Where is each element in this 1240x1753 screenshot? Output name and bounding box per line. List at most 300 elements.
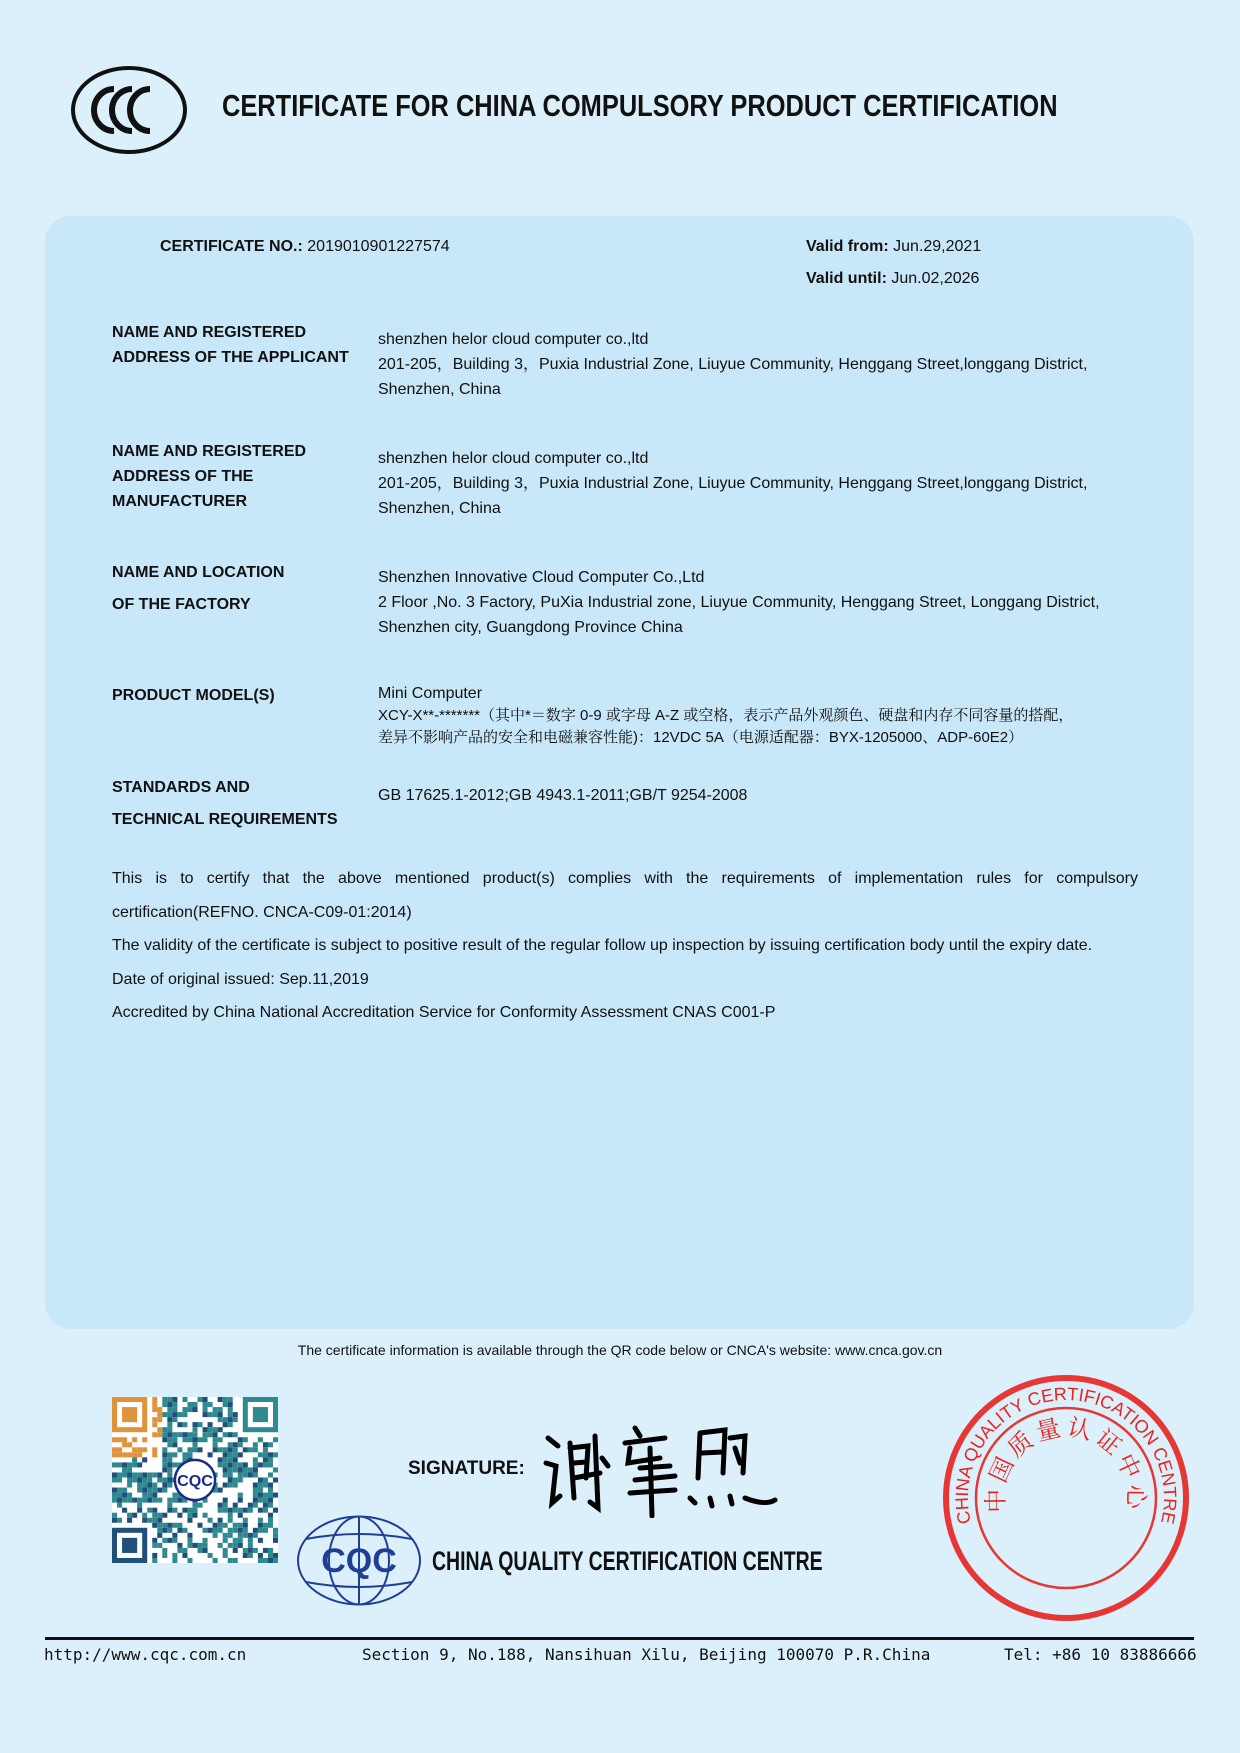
qr-module [157,1427,162,1432]
value-line: 201-205，Building 3，Puxia Industrial Zone, Liuyue Community, Henggang Street,longgang District, [378,475,1088,492]
qr-module [238,1523,243,1528]
qr-module [117,1518,122,1523]
qr-module [142,1437,147,1442]
qr-module [157,1417,162,1422]
qr-module [228,1452,233,1457]
qr-module [213,1437,218,1442]
factory-label [112,557,362,621]
qr-module [132,1437,137,1442]
value-line: GB 17625.1-2012;GB 4943.1-2011;GB/T 9254-2008 [378,787,748,804]
qr-module [142,1472,147,1477]
label-line: NAME AND LOCATION [112,564,285,581]
qr-module [268,1558,273,1563]
qr-module [273,1553,278,1558]
qr-module [233,1503,238,1508]
qr-module [192,1402,197,1407]
qr-module [238,1477,243,1482]
qr-module [233,1523,238,1528]
qr-module [228,1447,233,1452]
qr-code[interactable] [112,1397,278,1563]
qr-module [248,1503,253,1508]
qr-module [152,1493,157,1498]
qr-module [253,1498,258,1503]
qr-module [228,1407,233,1412]
qr-module [182,1508,187,1513]
qr-module [167,1422,172,1427]
qr-module [238,1528,243,1533]
qr-module [203,1437,208,1442]
qr-module [167,1472,172,1477]
qr-module [187,1558,192,1563]
qr-module [167,1442,172,1447]
qr-module [147,1508,152,1513]
qr-module [228,1528,233,1533]
qr-module [233,1477,238,1482]
qr-module [258,1498,263,1503]
qr-module [238,1437,243,1442]
qr-module [223,1548,228,1553]
qr-module [203,1402,208,1407]
qr-module [157,1543,162,1548]
qr-module [132,1457,137,1462]
qr-module [132,1462,137,1467]
qr-module [172,1437,177,1442]
qr-module [228,1543,233,1548]
qr-module [142,1447,147,1452]
qr-module [208,1528,213,1533]
qr-module [233,1442,238,1447]
qr-module [182,1548,187,1553]
qr-module [238,1543,243,1548]
qr-module [218,1397,223,1402]
qr-module [182,1553,187,1558]
qr-module [273,1533,278,1538]
qr-module [198,1523,203,1528]
qr-module [243,1467,248,1472]
qr-module [203,1513,208,1518]
qr-module [167,1432,172,1437]
qr-module [253,1472,258,1477]
qr-module [238,1493,243,1498]
statement: The validity of the certificate is subject to positive result of the regular follow up inspection by issuing certification body until the expiry date. [112,937,1093,954]
qr-module [117,1437,122,1442]
qr-module [238,1452,243,1457]
valid-from-value: Jun.29,2021 [893,238,982,255]
qr-module [223,1503,228,1508]
qr-module [157,1518,162,1523]
qr-module [162,1412,167,1417]
qr-module [167,1452,172,1457]
qr-module [152,1498,157,1503]
qr-module [258,1523,263,1528]
qr-module [127,1472,132,1477]
qr-module [268,1523,273,1528]
qr-module [112,1518,117,1523]
applicant-label [112,320,362,370]
qr-module [253,1457,258,1462]
label-line: ADDRESS OF THE [112,468,254,485]
qr-module [223,1472,228,1477]
qr-module [137,1462,142,1467]
qr-module [122,1467,127,1472]
qr-module [258,1518,263,1523]
qr-module [132,1477,137,1482]
qr-note: The certificate information is available through the QR code below or CNCA's website: www.cnca.gov.cn [297,1342,943,1358]
qr-module [157,1498,162,1503]
qr-module [203,1427,208,1432]
qr-module [172,1533,177,1538]
qr-module [268,1548,273,1553]
qr-module [258,1477,263,1482]
qr-module [233,1452,238,1457]
qr-module [182,1452,187,1457]
qr-module [263,1508,268,1513]
qr-module [208,1452,213,1457]
qr-module [152,1447,157,1452]
qr-module [218,1407,223,1412]
qr-module [152,1452,157,1457]
qr-module [248,1543,253,1548]
qr-module [147,1488,152,1493]
qr-module [172,1558,177,1563]
qr-module [162,1402,167,1407]
qr-module [152,1422,157,1427]
certificate-title: CERTIFICATE FOR CHINA COMPULSORY PRODUCT CERTIFICATION [222,88,1058,123]
qr-module [228,1467,233,1472]
seal-outer-text: CHINA QUALITY CERTIFICATION CENTRE [951,1383,1181,1526]
qr-module [172,1523,177,1528]
cqc-logo-text: CQC [321,1542,397,1580]
qr-module [198,1437,203,1442]
qr-module [263,1457,268,1462]
qr-module [167,1523,172,1528]
qr-module [233,1543,238,1548]
qr-module [218,1518,223,1523]
qr-module [162,1538,167,1543]
qr-module [218,1457,223,1462]
qr-module [187,1402,192,1407]
qr-module [253,1483,258,1488]
qr-module [268,1472,273,1477]
applicant-value [378,327,1168,402]
qr-module [152,1417,157,1422]
qr-module [233,1508,238,1513]
qr-module [177,1498,182,1503]
qr-module [223,1452,228,1457]
qr-module [152,1553,157,1558]
qr-module [228,1477,233,1482]
value-line: Shenzhen Innovative Cloud Computer Co.,Ltd [378,569,705,586]
qr-module [248,1467,253,1472]
qr-module [253,1442,258,1447]
qr-module [233,1467,238,1472]
valid-until-label: Valid until: [806,270,887,287]
qr-module [187,1407,192,1412]
qr-module [117,1498,122,1503]
signature-image [540,1418,780,1518]
label-line: MANUFACTURER [112,493,248,510]
qr-module [238,1508,243,1513]
value-line: Shenzhen, China [378,381,501,398]
qr-module [147,1477,152,1482]
qr-module [228,1402,233,1407]
qr-module [172,1508,177,1513]
qr-module [182,1412,187,1417]
qr-module [258,1538,263,1543]
qr-module [157,1432,162,1437]
qr-module [213,1427,218,1432]
qr-module [228,1422,233,1427]
qr-module [228,1442,233,1447]
qr-module [228,1472,233,1477]
label-line: PRODUCT MODEL(S) [112,687,275,704]
qr-module [243,1437,248,1442]
qr-module [192,1422,197,1427]
qr-module [162,1432,167,1437]
qr-module [157,1488,162,1493]
qr-module [213,1447,218,1452]
qr-module [112,1447,117,1452]
qr-module [213,1528,218,1533]
qr-module [172,1553,177,1558]
qr-module [167,1457,172,1462]
qr-module [263,1528,268,1533]
qr-module [273,1538,278,1543]
qr-module [172,1402,177,1407]
qr-module [273,1528,278,1533]
value-line: 差异不影响产品的安全和电磁兼容性能)：12VDC 5A（电源适配器：BYX-1205000、ADP-60E2） [378,729,1024,746]
qr-module [243,1523,248,1528]
qr-module [238,1498,243,1503]
qr-module [152,1472,157,1477]
qr-module [268,1493,273,1498]
qr-module [228,1513,233,1518]
qr-module [213,1558,218,1563]
qr-module [152,1538,157,1543]
qr-module [273,1558,278,1563]
qr-module [142,1513,147,1518]
qr-module [172,1493,177,1498]
qr-module [218,1417,223,1422]
qr-module [223,1447,228,1452]
qr-module [162,1447,167,1452]
qr-module [233,1447,238,1452]
qr-module [192,1508,197,1513]
qr-module [253,1462,258,1467]
qr-module [258,1462,263,1467]
qr-module [198,1422,203,1427]
qr-module [228,1412,233,1417]
qr-module [223,1467,228,1472]
qr-module [127,1467,132,1472]
qr-module [238,1472,243,1477]
qr-module [233,1558,238,1563]
qr-module [122,1472,127,1477]
qr-module [198,1447,203,1452]
qr-module [218,1437,223,1442]
qr-module [187,1437,192,1442]
qr-module [167,1402,172,1407]
qr-module [218,1543,223,1548]
qr-module [233,1417,238,1422]
qr-module [192,1513,197,1518]
qr-module [117,1452,122,1457]
qr-module [162,1457,167,1462]
qr-module [268,1498,273,1503]
qr-module [268,1503,273,1508]
value-line: Shenzhen city, Guangdong Province China [378,619,683,636]
qr-module [142,1488,147,1493]
qr-module [228,1457,233,1462]
qr-module [192,1442,197,1447]
qr-module [233,1538,238,1543]
qr-module [187,1533,192,1538]
qr-module [182,1432,187,1437]
qr-module [182,1437,187,1442]
qr-module [263,1503,268,1508]
qr-module [117,1488,122,1493]
qr-module [203,1432,208,1437]
qr-module [243,1462,248,1467]
qr-module [122,1462,127,1467]
qr-module [157,1523,162,1528]
label-line: NAME AND REGISTERED [112,443,307,460]
qr-module [208,1402,213,1407]
qr-module [258,1437,263,1442]
qr-module [127,1513,132,1518]
footer-website[interactable]: http://www.cqc.com.cn [44,1645,247,1664]
qr-module [137,1498,142,1503]
qr-module [228,1533,233,1538]
qr-module [162,1427,167,1432]
value-line: 2 Floor ,No. 3 Factory, PuXia Industrial zone, Liuyue Community, Henggang Street, Longgang District, [378,594,1100,611]
qr-module [243,1548,248,1553]
manufacturer-label [112,439,362,514]
qr-module [248,1533,253,1538]
qr-module [137,1483,142,1488]
qr-module [122,1508,127,1513]
qr-module [127,1518,132,1523]
qr-module [208,1518,213,1523]
qr-module [147,1493,152,1498]
qr-module [253,1488,258,1493]
qr-module [172,1412,177,1417]
qr-module [132,1447,137,1452]
qr-module [223,1432,228,1437]
qr-module [243,1472,248,1477]
label-line: NAME AND REGISTERED [112,324,307,341]
qr-module [177,1523,182,1528]
qr-module [167,1503,172,1508]
qr-module [122,1442,127,1447]
qr-module [213,1432,218,1437]
qr-module [223,1508,228,1513]
qr-module [142,1457,147,1462]
value-line: shenzhen helor cloud computer co.,ltd [378,450,649,467]
qr-module [213,1407,218,1412]
qr-module [248,1548,253,1553]
qr-module [203,1397,208,1402]
product-model-value [378,683,1168,749]
qr-module [122,1437,127,1442]
qr-module [268,1488,273,1493]
ccc-logo [70,65,188,155]
qr-module [258,1452,263,1457]
qr-module [223,1483,228,1488]
cqc-logo [296,1514,422,1607]
qr-module [268,1452,273,1457]
qr-module [132,1472,137,1477]
qr-module [112,1462,117,1467]
qr-module [238,1513,243,1518]
qr-module [177,1528,182,1533]
qr-module [253,1503,258,1508]
qr-module [223,1553,228,1558]
value-line: XCY-X**-*******（其中*＝数字 0-9 或字母 A-Z 或空格，表示产品外观颜色、硬盘和内存不同容量的搭配， [378,707,1074,724]
qr-module [157,1477,162,1482]
standards-value [378,783,1168,808]
qr-module [273,1493,278,1498]
qr-module [137,1503,142,1508]
value-line: Shenzhen, China [378,500,501,517]
qr-module [233,1483,238,1488]
qr-module [238,1538,243,1543]
qr-module [263,1493,268,1498]
qr-module [248,1508,253,1513]
qr-module [258,1528,263,1533]
qr-module [218,1488,223,1493]
qr-logo-text: CQC [177,1472,213,1491]
manufacturer-value [378,446,1168,521]
qr-module [192,1432,197,1437]
qr-module [157,1472,162,1477]
qr-module [192,1447,197,1452]
qr-module [218,1528,223,1533]
qr-module [117,1503,122,1508]
qr-module [268,1553,273,1558]
qr-module [233,1457,238,1462]
qr-module [167,1412,172,1417]
qr-module [167,1508,172,1513]
qr-module [203,1528,208,1533]
qr-module [248,1538,253,1543]
qr-module [263,1498,268,1503]
qr-module [258,1553,263,1558]
qr-module [273,1437,278,1442]
qr-module [152,1523,157,1528]
qr-module [117,1462,122,1467]
qr-module [152,1432,157,1437]
qr-module [198,1503,203,1508]
qr-module [132,1498,137,1503]
qr-module [127,1462,132,1467]
qr-module [117,1477,122,1482]
qr-module [127,1483,132,1488]
qr-module [167,1462,172,1467]
qr-module [187,1513,192,1518]
valid-until-value: Jun.02,2026 [891,270,980,287]
qr-module [243,1528,248,1533]
qr-module [233,1432,238,1437]
qr-module [172,1538,177,1543]
qr-module [117,1447,122,1452]
qr-module [172,1498,177,1503]
qr-module [233,1548,238,1553]
qr-module [243,1533,248,1538]
qr-module [177,1513,182,1518]
footer-tel: Tel: +86 10 83886666 [1004,1645,1197,1664]
qr-module [137,1488,142,1493]
